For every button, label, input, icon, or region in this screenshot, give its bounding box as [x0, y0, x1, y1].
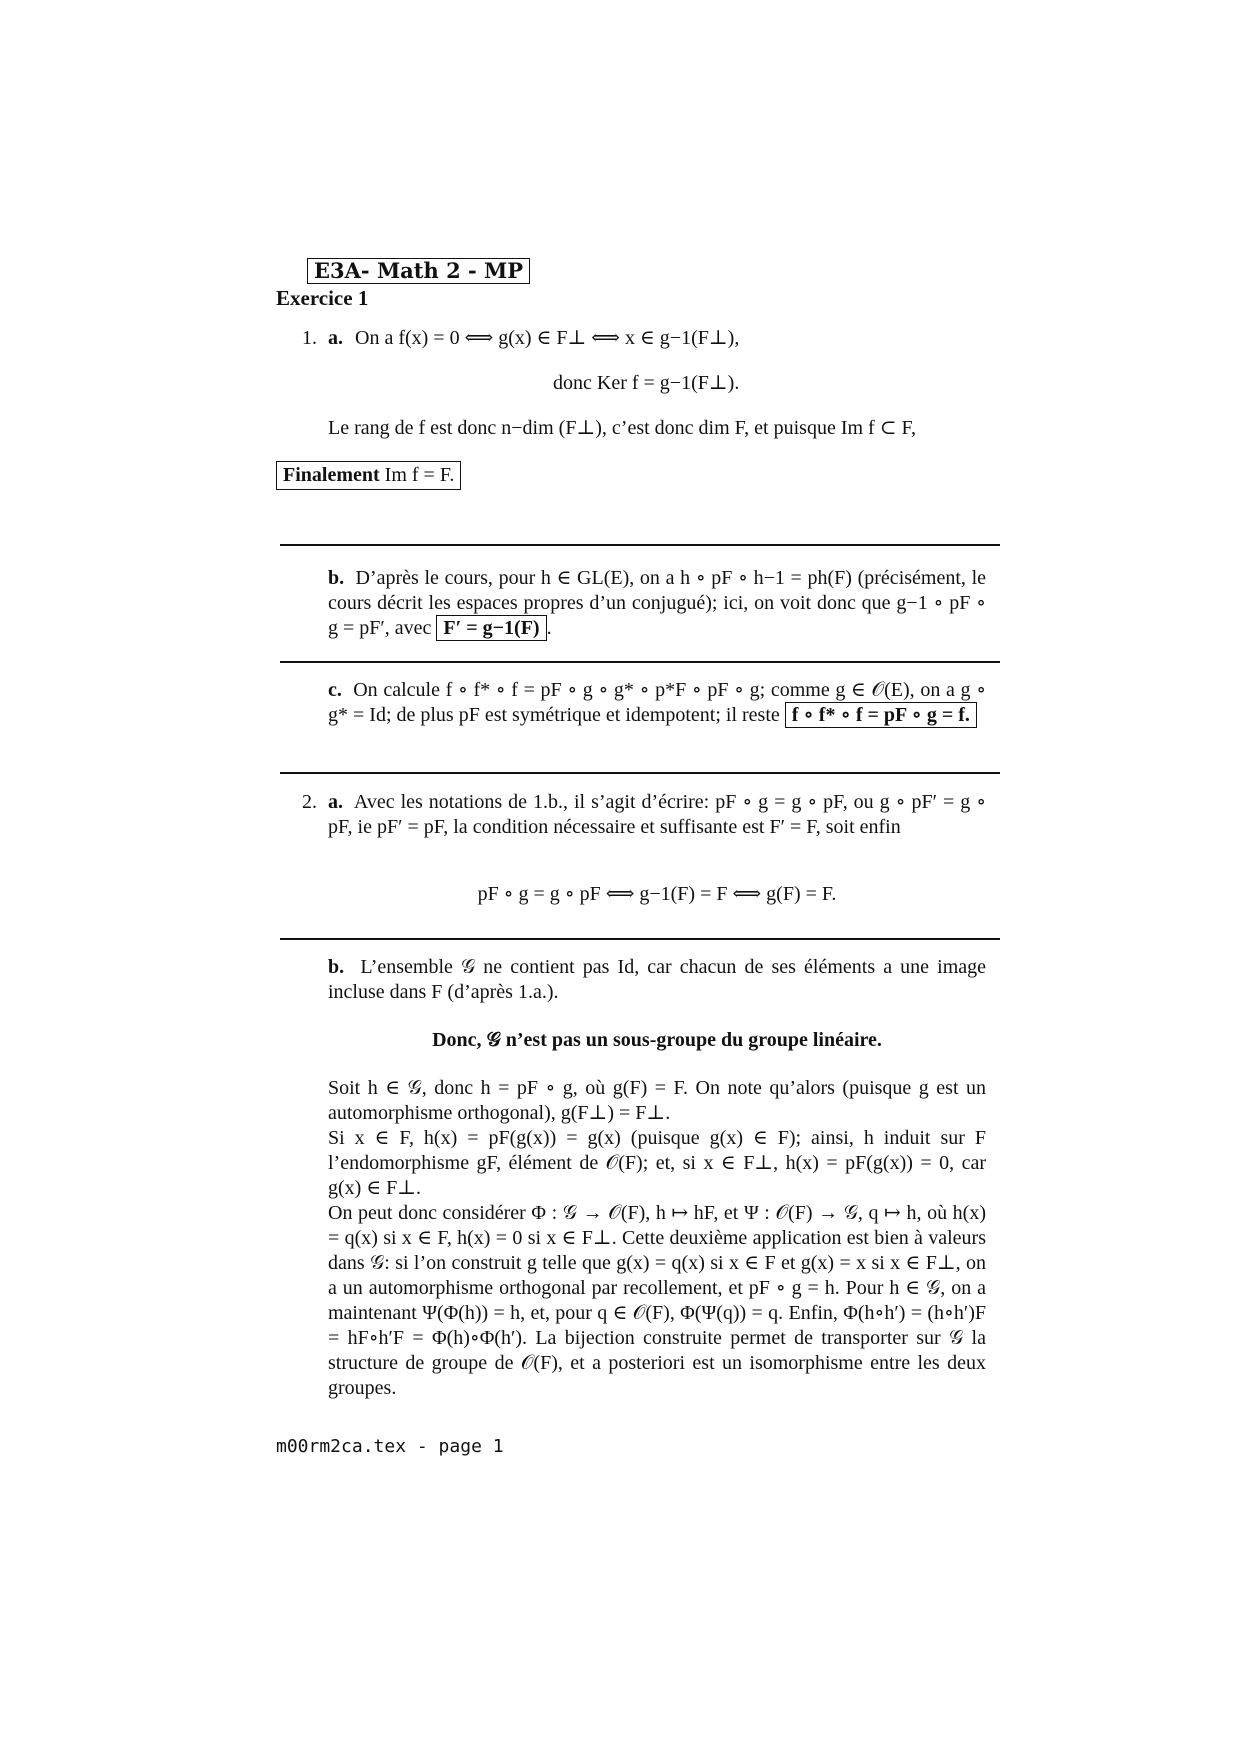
section-heading: Exercice 1 [276, 286, 369, 310]
question-2b-label: b. [328, 956, 345, 978]
question-2a-display-equation: pF ∘ g = g ∘ pF ⟺ g−1(F) = F ⟺ g(F) = F. [477, 883, 837, 905]
question-2b-body [328, 1076, 986, 1401]
question-1b-end: . [546, 617, 552, 639]
question-2a-label: a. [328, 791, 343, 813]
result-formula: Im f = F. [379, 464, 455, 486]
divider [280, 661, 1000, 663]
question-1a-label: a. [328, 327, 343, 349]
divider [280, 544, 1000, 546]
question-1b-text: D’après le cours, pour h ∈ GL(E), on a h ∘ pF ∘ h−1 = ph(F) (précisément, le cours décrit les espaces propres d’un conjugué); ici, on voit donc que g−1 ∘ pF ∘ g = pF′, avec [328, 567, 987, 639]
question-1c-text: On calcule f ∘ f* ∘ f = pF ∘ g ∘ g* ∘ p*F ∘ pF ∘ g; comme g ∈ 𝒪(E), on a g ∘ g* = Id; de plus pF est symétrique et idempotent; il reste [328, 679, 987, 726]
question-1a-result-box [276, 461, 461, 490]
question-1-number: 1. [302, 327, 317, 349]
question-1a-rank: Le rang de f est donc n−dim (F⊥), c’est donc dim F, et puisque Im f ⊂ F, [328, 417, 916, 439]
exam-title: E3A- Math 2 - MP [307, 258, 530, 284]
question-1c-result-box: f ∘ f* ∘ f = pF ∘ g = f. [785, 702, 977, 728]
question-1c-label: c. [328, 679, 342, 701]
question-1a-line1: On a f(x) = 0 ⟺ g(x) ∈ F⊥ ⟺ x ∈ g−1(F⊥), [355, 327, 740, 349]
question-2a-text: Avec les notations de 1.b., il s’agit d’écrire: pF ∘ g = g ∘ pF, ou g ∘ pF′ = g ∘ pF, ie pF′ = pF, la condition nécessaire et suffisante est F′ = F, soit enfin [328, 791, 987, 838]
divider [280, 938, 1000, 940]
question-1b-label: b. [328, 567, 345, 589]
question-2b-para1: Soit h ∈ 𝒢, donc h = pF ∘ g, où g(F) = F. On note qu’alors (puisque g est un automorphisme orthogonal), g(F⊥) = F⊥. [328, 1077, 986, 1124]
divider [280, 772, 1000, 774]
question-2b-intro [328, 955, 986, 1005]
question-2b-para3: On peut donc considérer Φ : 𝒢 → 𝒪(F), h ↦ hF, et Ψ : 𝒪(F) → 𝒢, q ↦ h, où h(x) = q(x) si x ∈ F, h(x) = 0 si x ∈ F⊥. Cette deuxième application est bien à valeurs dans 𝒢: si l’on construit g telle que g(x) = q(x) si x ∈ F et g(x) = x si x ∈ F⊥, on a un automorphisme orthogonal par recollement, et pF ∘ g = h. Pour h ∈ 𝒢, on a maintenant Ψ(Φ(h)) = h, et, pour q ∈ 𝒪(F), Φ(Ψ(q)) = q. Enfin, Φ(h∘h′) = (h∘h′)F = hF∘h′F = Φ(h)∘Φ(h′). La bijection construite permet de transporter sur 𝒢 la structure de groupe de 𝒪(F), et a posteriori est un isomorphisme entre les deux groupes. [328, 1202, 986, 1399]
question-1b-paragraph [328, 566, 986, 641]
page-footer: m00rm2ca.tex - page 1 [276, 1436, 504, 1457]
question-2-number: 2. [302, 791, 317, 813]
question-1b-result-box: F′ = g−1(F) [436, 615, 546, 641]
question-2a-paragraph [328, 790, 986, 840]
question-1c-paragraph [328, 678, 986, 728]
question-2b-conclusion: Donc, 𝒢 n’est pas un sous-groupe du groupe linéaire. [432, 1029, 882, 1051]
question-2b-para2: Si x ∈ F, h(x) = pF(g(x)) = g(x) (puisque g(x) ∈ F); ainsi, h induit sur F l’endomorphisme gF, élément de 𝒪(F); et, si x ∈ F⊥, h(x) = pF(g(x)) = 0, car g(x) ∈ F⊥. [328, 1127, 986, 1199]
result-bold-label: Finalement [283, 464, 380, 486]
question-1a-kernel: donc Ker f = g−1(F⊥). [553, 372, 740, 394]
question-2b-text1: L’ensemble 𝒢 ne contient pas Id, car chacun de ses éléments a une image incluse dans F (d’après 1.a.). [328, 956, 987, 1003]
